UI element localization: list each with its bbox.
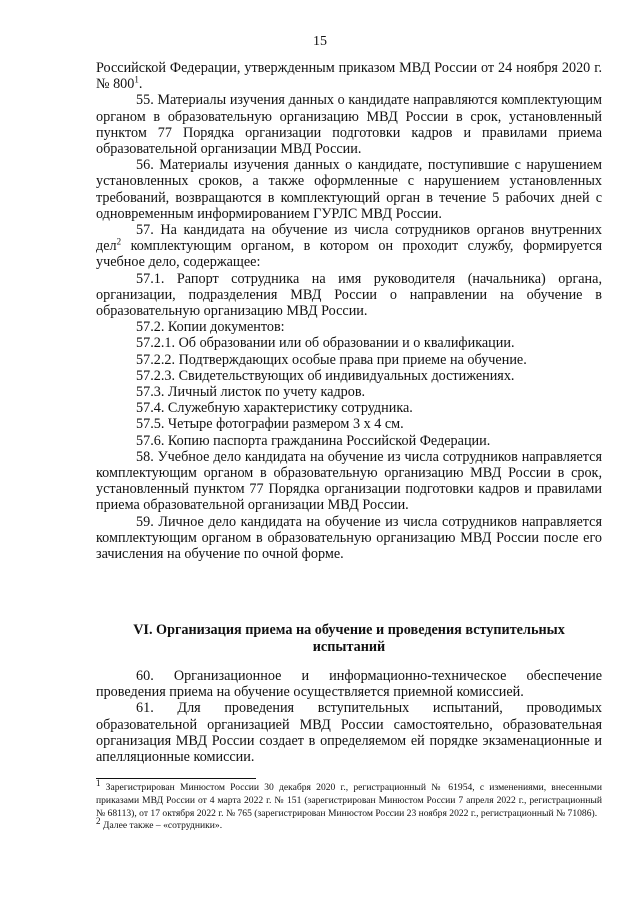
footnote-ref: 1 [134, 74, 139, 85]
footnotes [96, 777, 602, 833]
paragraph: Российской Федерации, утвержденным приказом МВД России от 24 ноября 2020 г. № $800^1$. [96, 60, 602, 93]
paragraph: 57.2.3. Свидетельствующих об индивидуальных достижениях. [136, 367, 515, 384]
paragraph: 57.2.1. Об образовании или об образовании и о квалификации. [136, 335, 515, 352]
footnote: $^2$ Далее также – «сотрудники». [96, 816, 223, 832]
paragraph: 56. Материалы изучения данных о кандидате, поступившие с нарушением установленных сроков, а также оформленные с нарушением установленных требований, возвращаются в комплектующий орган в течение 5 рабочих дней с одновременным информированием ГУРЛС МВД России. [96, 157, 602, 222]
paragraph: 57.4. Служебную характеристику сотрудника. [136, 400, 413, 417]
paragraph: 57.2. Копии документов: [136, 319, 285, 336]
paragraph: 57.2.2. Подтверждающих особые права при приеме на обучение. [136, 351, 527, 368]
paragraph: 58. Учебное дело кандидата на обучение из числа сотрудников направляется комплектующим органом в образовательную организацию МВД России в срок, установленный пунктом 77 Порядка организации подготовки кадров и правилами приема образовательной организации МВД России. [96, 448, 602, 514]
paragraph: 57.6. Копию паспорта гражданина Российской Федерации. [136, 432, 491, 449]
footnote: $^1$ Зарегистрирован Минюстом России 30 декабря 2020 г., регистрационный № 61954, с изменениями, внесенными приказами МВД России от 4 марта 2022 г. № 151 (зарегистрирован Минюстом России 7 апреля 2022 г., регистрационный № 68113), от 17 октября 2022 г. № 765 (зарегистрирован Минюстом России 23 ноября 2022 г., регистрационный № 71086). [96, 777, 602, 819]
paragraph: 61. Для проведения вступительных испытаний, проводимых образовательной организацией МВД России самостоятельно, образовательная организация МВД России создает в определяемом ей порядке экзаменационные и апелляционные комиссии. [96, 700, 602, 766]
paragraph: 60. Организационное и информационно-техническое обеспечение проведения приема на обучение осуществляется приемной комиссией. [96, 668, 602, 701]
page-number: 15 [313, 34, 327, 49]
paragraph: 57.5. Четыре фотографии размером 3 х 4 см. [136, 416, 404, 433]
footnote-ref: 2 [116, 236, 122, 247]
paragraph: 57. На кандидата на обучение из числа сотрудников органов внутренних дел$^2$ комплектующим органом, в котором он проходит службу, формируется учебное дело, содержащее: [96, 222, 602, 271]
section-text [96, 668, 602, 765]
paragraph: 55. Материалы изучения данных о кандидате направляются комплектующим органом в образовательную организацию МВД России в срок, установленный пунктом 77 Порядка организации подготовки кадров и правилами приема образовательной организации МВД России. [96, 92, 602, 158]
paragraph: 59. Личное дело кандидата на обучение из числа сотрудников направляется комплектующим органом в образовательную организацию МВД России после его зачисления на обучение по очной форме. [96, 513, 602, 563]
main-text [96, 60, 602, 562]
section-heading: VI. Организация приема на обучение и проведения вступительных испытаний [133, 622, 565, 655]
paragraph: 57.3. Личный листок по учету кадров. [136, 384, 366, 401]
footnote-divider [96, 778, 256, 779]
paragraph: 57.1. Рапорт сотрудника на имя руководителя (начальника) органа, организации, подразделения МВД России о направлении на обучение в образовательную организацию МВД России. [96, 270, 602, 320]
